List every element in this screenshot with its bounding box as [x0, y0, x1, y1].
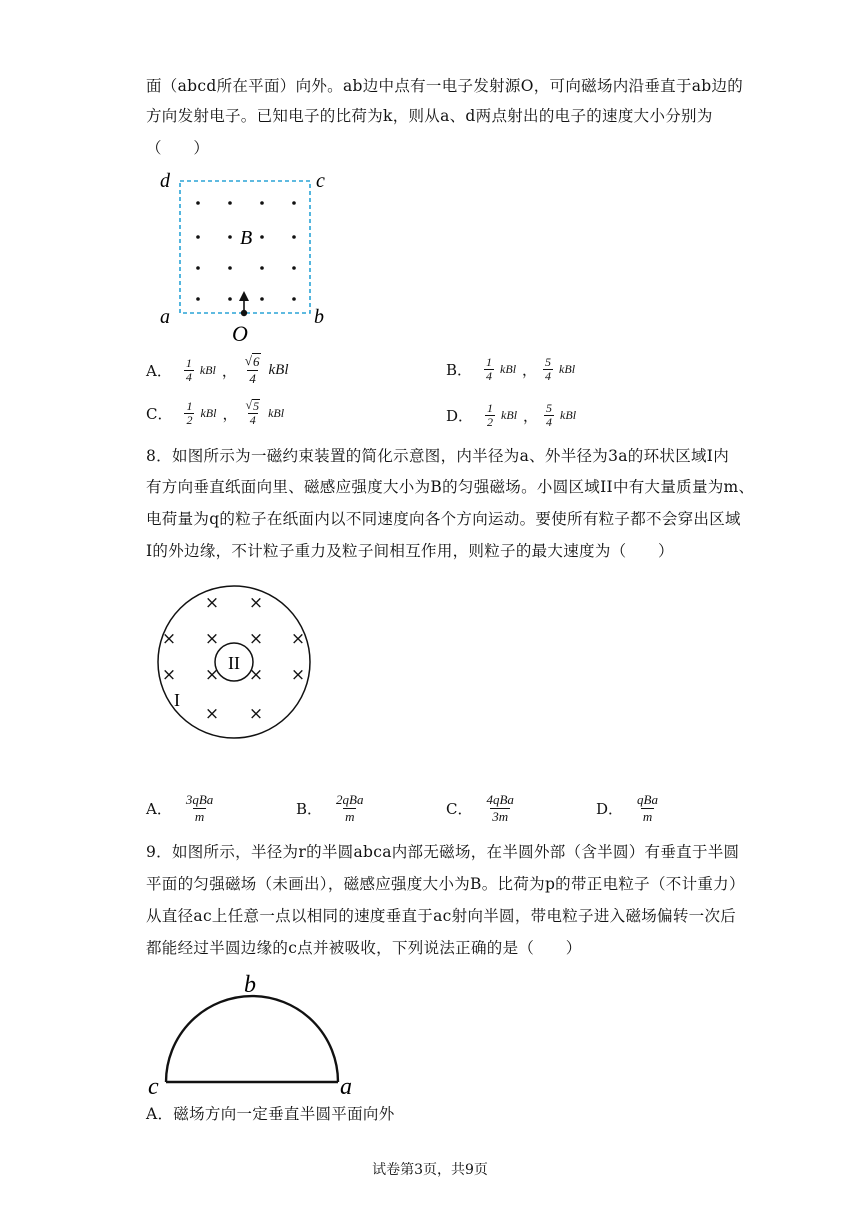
- label-b: b: [314, 306, 324, 328]
- svg-text:×: ×: [248, 704, 264, 724]
- q8-option-A[interactable]: A． $\frac{\text{3qBa}}{m}$: [146, 792, 214, 824]
- q8-text-line-3: 电荷量为q的粒子在纸面内以不同速度向各个方向运动。要使所有粒子都不会穿出区域: [146, 510, 741, 528]
- svg-text:×: ×: [161, 629, 177, 649]
- q9-text-line-4: 都能经过半圆边缘的c点并被吸收，下列说法正确的是（ ）: [146, 939, 582, 957]
- q8-text-line-2: 有方向垂直纸面向里、磁感应强度大小为B的匀强磁场。小圆区域II中有大量质量为m、: [146, 478, 755, 496]
- q7-text-line-1: 面（abcd所在平面）向外。ab边中点有一电子发射源O，可向磁场内沿垂直于ab边的: [146, 77, 744, 95]
- svg-text:×: ×: [204, 665, 220, 685]
- q7-text-line-2: 方向发射电子。已知电子的比荷为k，则从a、d两点射出的电子的速度大小分别为: [146, 107, 713, 125]
- svg-text:×: ×: [204, 629, 220, 649]
- label-b: b: [244, 972, 256, 998]
- source-O-dot: [241, 310, 247, 316]
- label-d: d: [160, 170, 170, 192]
- q9-text-line-1: 9．如图所示，半径为r的半圆abca内部无磁场，在半圆外部（含半圆）有垂直于半圆: [146, 843, 740, 861]
- svg-text:×: ×: [290, 629, 306, 649]
- label-I: I: [174, 690, 180, 710]
- label-c: c: [316, 170, 325, 192]
- q9-option-A[interactable]: A．磁场方向一定垂直半圆平面向外: [146, 1105, 395, 1123]
- field-dots: [196, 201, 296, 301]
- svg-text:×: ×: [248, 629, 264, 649]
- svg-text:×: ×: [248, 665, 264, 685]
- q7-option-D[interactable]: D． $\frac{1}{2}$ kBl ， $\frac{5}{4}$ kBl: [446, 401, 577, 429]
- label-O: O: [232, 321, 248, 345]
- q9-text-line-2: 平面的匀强磁场（未画出），磁感应强度大小为B。比荷为p的带正电粒子（不计重力）: [146, 875, 745, 893]
- q7-text-line-3: （ ）: [146, 139, 210, 157]
- svg-text:×: ×: [204, 593, 220, 613]
- q8-text-line-4: I的外边缘，不计粒子重力及粒子间相互作用，则粒子的最大速度为（ ）: [146, 542, 674, 560]
- q7-option-C[interactable]: C． $\frac{1}{2}$ kBl ， √ 5 4 kBl: [146, 398, 285, 427]
- label-II: II: [228, 653, 240, 673]
- svg-text:×: ×: [290, 665, 306, 685]
- q7-option-B[interactable]: B． $\frac{1}{4}$ kBl ， $\frac{5}{4}$ kBl: [446, 355, 576, 383]
- label-B: B: [240, 227, 253, 249]
- label-c: c: [148, 1074, 159, 1098]
- q8-option-B[interactable]: B． $\frac{\text{2qBa}}{m}$: [296, 792, 364, 824]
- semicircle-arc: [166, 996, 338, 1082]
- q8-figure-ring-field: [150, 580, 320, 750]
- q8-option-C[interactable]: C． $\frac{\text{4qBa}}{3m}$: [446, 792, 514, 824]
- q7-option-A[interactable]: A． $\frac{1}{4}$ kBl ， √ 6 4 kBl: [146, 353, 289, 386]
- q9-figure-semicircle: [140, 968, 370, 1098]
- label-a: a: [160, 306, 170, 328]
- page-footer: 试卷第3页，共9页: [372, 1162, 488, 1178]
- svg-text:×: ×: [248, 593, 264, 613]
- q9-text-line-3: 从直径ac上任意一点以相同的速度垂直于ac射向半圆，带电粒子进入磁场偏转一次后: [146, 907, 737, 925]
- svg-text:×: ×: [204, 704, 220, 724]
- q8-text-line-1: 8．如图所示为一磁约束装置的简化示意图，内半径为a、外半径为3a的环状区域I内: [146, 447, 730, 465]
- q7-figure-square-field: [150, 165, 350, 345]
- svg-text:×: ×: [161, 665, 177, 685]
- label-a: a: [340, 1074, 352, 1098]
- q8-option-D[interactable]: D． $\frac{\text{qBa}}{m}$: [596, 792, 658, 824]
